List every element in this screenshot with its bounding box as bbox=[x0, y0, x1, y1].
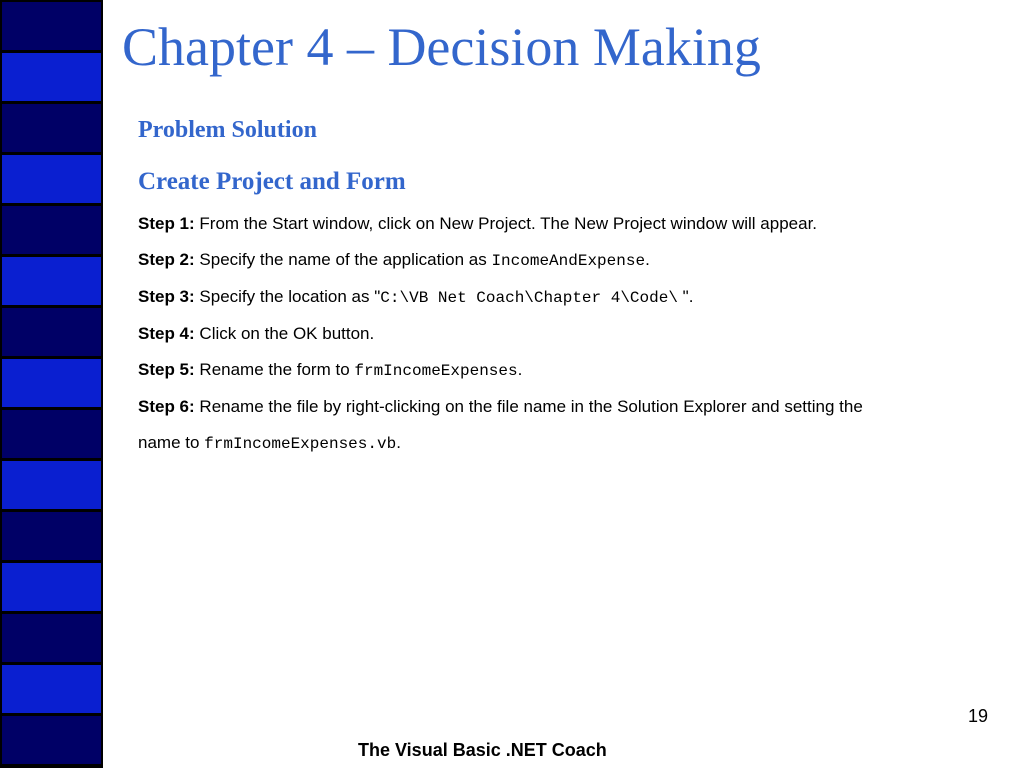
step-label: Step 5: bbox=[138, 360, 195, 379]
step-code: frmIncomeExpenses.vb bbox=[204, 435, 397, 453]
band-tile bbox=[2, 461, 101, 509]
band-tile bbox=[2, 53, 101, 101]
band-tile bbox=[2, 308, 101, 356]
step-code: frmIncomeExpenses bbox=[354, 362, 518, 380]
page-number: 19 bbox=[967, 706, 988, 726]
band-tile bbox=[2, 614, 101, 662]
step-label: Step 2: bbox=[138, 250, 195, 269]
slide-content bbox=[138, 110, 878, 462]
step-text: . bbox=[396, 433, 401, 452]
band-tile bbox=[2, 665, 101, 713]
step-label: Step 3: bbox=[138, 287, 195, 306]
step-item bbox=[138, 316, 878, 352]
band-tile bbox=[2, 359, 101, 407]
steps-list bbox=[138, 206, 878, 462]
band-tile bbox=[2, 512, 101, 560]
band-tile bbox=[2, 410, 101, 458]
step-item bbox=[138, 389, 878, 462]
step-text: . bbox=[645, 250, 650, 269]
step-text: Rename the file by right-clicking on the file name in the Solution Explorer and setting the name to bbox=[138, 397, 863, 452]
step-text: From the Start window, click on New Project. The New Project window will appear. bbox=[194, 214, 818, 233]
step-item bbox=[138, 352, 878, 389]
heading-problem-solution: Problem Solution bbox=[138, 117, 317, 143]
footer-text: The Visual Basic .NET Coach bbox=[358, 740, 607, 760]
step-label: Step 4: bbox=[138, 324, 195, 343]
step-text: Specify the location as " bbox=[194, 287, 381, 306]
step-code: C:\VB Net Coach\Chapter 4\Code\ bbox=[380, 289, 678, 307]
band-tile bbox=[2, 2, 101, 50]
step-text: Click on the OK button. bbox=[194, 324, 375, 343]
step-item bbox=[138, 242, 878, 279]
band-tile bbox=[2, 104, 101, 152]
step-text: Rename the form to bbox=[194, 360, 355, 379]
step-label: Step 6: bbox=[138, 397, 195, 416]
band-tile bbox=[2, 563, 101, 611]
step-item bbox=[138, 279, 878, 316]
step-item bbox=[138, 206, 878, 242]
step-text: . bbox=[517, 360, 523, 379]
side-decoration-band bbox=[0, 0, 103, 768]
slide-title: Chapter 4 – Decision Making bbox=[122, 17, 761, 77]
band-tile bbox=[2, 155, 101, 203]
step-label: Step 1: bbox=[138, 214, 195, 233]
band-tile bbox=[2, 257, 101, 305]
heading-create-project: Create Project and Form bbox=[138, 168, 406, 195]
band-tile bbox=[2, 206, 101, 254]
band-tile bbox=[2, 716, 101, 764]
step-text: ". bbox=[677, 287, 694, 306]
step-code: IncomeAndExpense bbox=[491, 252, 646, 270]
step-text: Specify the name of the application as bbox=[194, 250, 492, 269]
